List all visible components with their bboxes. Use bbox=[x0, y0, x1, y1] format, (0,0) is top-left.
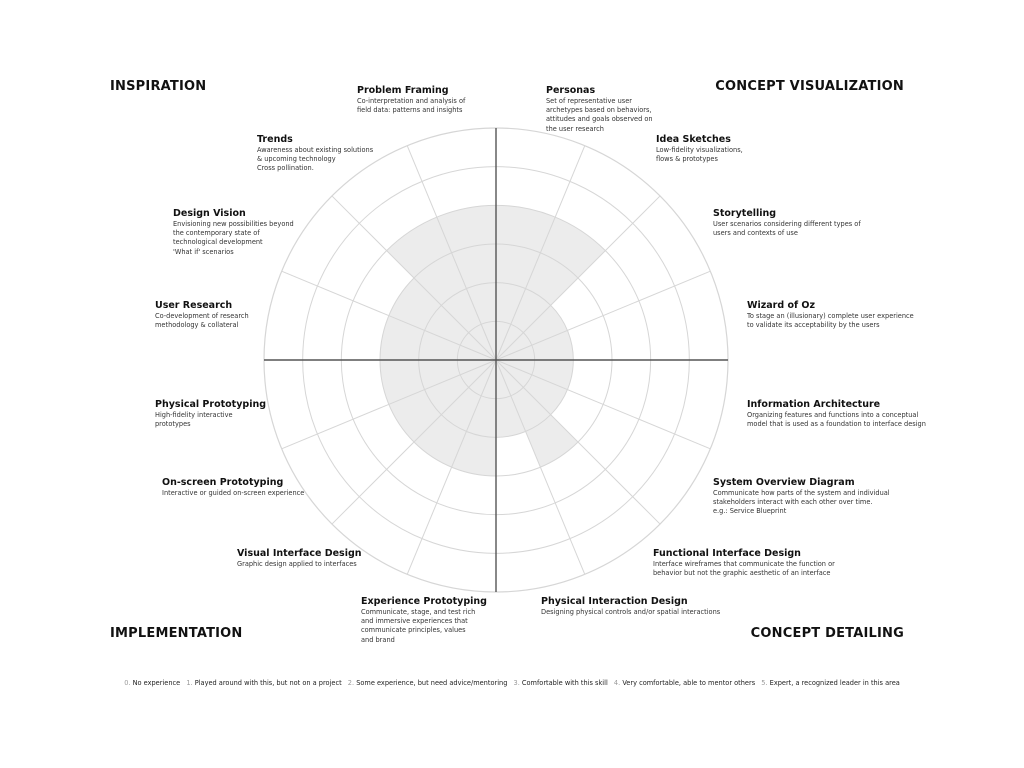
skill-label-visual-interface-design bbox=[237, 548, 467, 569]
skill-title: Idea Sketches bbox=[656, 134, 731, 145]
skill-description: Set of representative user archetypes based on behaviors, attitudes and goals observed on the user research bbox=[546, 97, 653, 133]
skill-description: Interface wireframes that communicate the function or behavior but not the graphic aesthetic of an interface bbox=[653, 560, 835, 578]
skill-description: Interactive or guided on-screen experience bbox=[162, 489, 305, 497]
legend-item-4 bbox=[614, 679, 755, 687]
skill-description: Communicate, stage, and test rich and immersive experiences that communicate principles, values and brand bbox=[361, 608, 476, 644]
skill-title: Visual Interface Design bbox=[237, 548, 362, 559]
skill-label-wizard-of-oz bbox=[747, 300, 977, 330]
legend-text: Very comfortable, able to mentor others bbox=[622, 679, 756, 687]
skill-label-trends bbox=[257, 134, 487, 174]
skill-description: High-fidelity interactive prototypes bbox=[155, 411, 233, 429]
legend-text: Played around with this, but not on a project bbox=[194, 679, 342, 687]
legend-number: 2. bbox=[347, 679, 355, 687]
legend-number: 3. bbox=[513, 679, 520, 687]
skill-title: Design Vision bbox=[173, 208, 246, 219]
skill-description: Communicate how parts of the system and individual stakeholders interact with each other over time. e.g.: Service Blueprint bbox=[713, 489, 890, 516]
quadrant-title-concept-detailing: CONCEPT DETAILING bbox=[750, 626, 904, 641]
legend-text: No experience bbox=[132, 679, 181, 687]
grid-spoke bbox=[496, 360, 660, 524]
skill-label-user-research bbox=[155, 300, 385, 330]
skill-description: To stage an (illusionary) complete user experience to validate its acceptability by the users bbox=[747, 312, 914, 330]
quadrant-title-inspiration: INSPIRATION bbox=[110, 79, 207, 94]
skill-title: Functional Interface Design bbox=[653, 548, 801, 559]
skill-title: Wizard of Oz bbox=[747, 300, 816, 311]
skill-description: Low-fidelity visualizations, flows & prototypes bbox=[656, 146, 743, 164]
skill-label-system-overview-diagram bbox=[713, 477, 943, 517]
legend-number: 4. bbox=[613, 679, 621, 687]
legend-item-5 bbox=[761, 679, 900, 687]
skill-title: Physical Prototyping bbox=[155, 399, 267, 410]
legend-item-1 bbox=[186, 679, 341, 687]
skill-description: Envisioning new possibilities beyond the contemporary state of technological development 'What if' scenarios bbox=[173, 220, 294, 256]
skill-label-physical-prototyping bbox=[155, 399, 385, 429]
skill-title: System Overview Diagram bbox=[713, 477, 855, 488]
skill-description: Designing physical controls and/or spatial interactions bbox=[541, 608, 721, 616]
quadrant-title-concept-visualization: CONCEPT VISUALIZATION bbox=[715, 79, 904, 94]
rating-legend bbox=[0, 679, 1024, 687]
skill-label-idea-sketches bbox=[656, 134, 886, 164]
skill-description: Awareness about existing solutions & upcoming technology Cross pollination. bbox=[257, 146, 374, 173]
legend-item-3 bbox=[514, 679, 608, 687]
legend-item-0 bbox=[124, 679, 180, 687]
skill-label-problem-framing bbox=[357, 85, 587, 115]
skill-description: Co-development of research methodology & collateral bbox=[155, 312, 249, 330]
skill-label-storytelling bbox=[713, 208, 943, 238]
legend-number: 0. bbox=[124, 679, 131, 687]
skill-label-on-screen-prototyping bbox=[162, 477, 392, 498]
skill-title: Trends bbox=[257, 134, 293, 145]
skill-label-design-vision bbox=[173, 208, 403, 257]
legend-text: Expert, a recognized leader in this area bbox=[769, 679, 900, 687]
skill-description: Organizing features and functions into a conceptual model that is used as a foundation to interface design bbox=[747, 411, 926, 429]
legend-item-2 bbox=[348, 679, 508, 687]
skill-title: Problem Framing bbox=[357, 85, 449, 96]
legend-text: Some experience, but need advice/mentoring bbox=[356, 679, 508, 687]
skill-title: Physical Interaction Design bbox=[541, 596, 688, 607]
legend-text: Comfortable with this skill bbox=[521, 679, 608, 687]
skill-title: Personas bbox=[546, 85, 596, 96]
skill-description: Graphic design applied to interfaces bbox=[237, 560, 357, 568]
skill-title: Storytelling bbox=[713, 208, 777, 219]
skill-description: User scenarios considering different types of users and contexts of use bbox=[713, 220, 861, 238]
skill-label-information-architecture bbox=[747, 399, 1012, 429]
skill-title: Information Architecture bbox=[747, 399, 881, 410]
skill-label-functional-interface-design bbox=[653, 548, 883, 578]
skill-title: On-screen Prototyping bbox=[162, 477, 284, 488]
skill-title: Experience Prototyping bbox=[361, 596, 487, 607]
skill-title: User Research bbox=[155, 300, 233, 311]
skill-label-experience-prototyping bbox=[361, 596, 591, 645]
skill-description: Co-interpretation and analysis of field data: patterns and insights bbox=[357, 97, 466, 115]
quadrant-title-implementation: IMPLEMENTATION bbox=[110, 626, 243, 641]
legend-number: 5. bbox=[761, 679, 768, 687]
legend-number: 1. bbox=[186, 679, 193, 687]
